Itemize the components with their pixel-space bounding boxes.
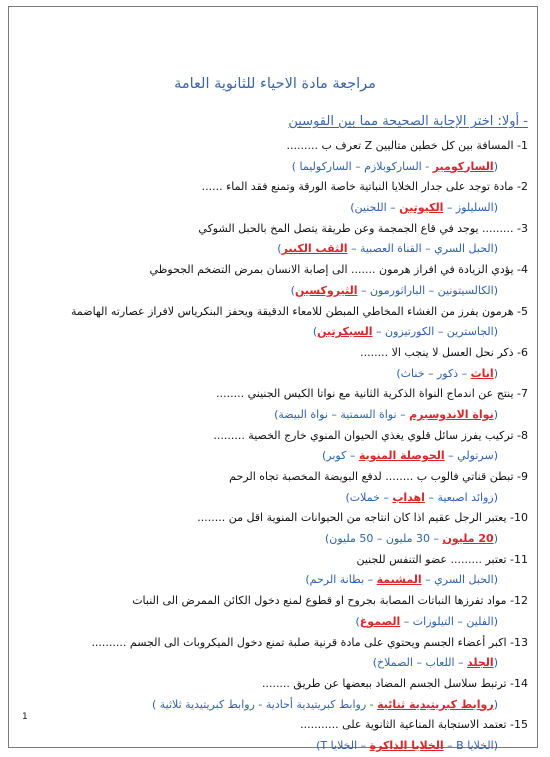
options-prefix: (الفلين – التيلوزات – (400, 614, 498, 628)
correct-answer: الصموغ (359, 614, 401, 628)
options-suffix: - روابط كبريتيدية أحادية - روابط كبريتيدية ثلاثية ) (151, 697, 378, 711)
correct-answer: الجلد (467, 656, 494, 670)
question-text: 15- تعتمد الاستجابة المناعية الثانوية على ........... (300, 718, 528, 732)
answer-options (16, 695, 528, 716)
answer-options (16, 281, 528, 302)
question-text: 2- مادة توجد على جدار الخلايا النباتية خاصة الورقة وتمنع فقد الماء ...... (201, 180, 528, 194)
question-text: 8- تركيب يفرز سائل قلوي يغذي الحيوان المنوي خارج الخصية ......... (213, 428, 528, 442)
correct-answer: 20 مليون (442, 532, 494, 546)
question-text: 7- ينتج عن اندماج النواة الذكرية الثانية مع نواتا الكيس الجنيني ........ (216, 387, 528, 401)
options-prefix: (الكالسيتونين – الباراثورمون – (357, 283, 498, 297)
correct-answer: روابط كبريتيدية ثنائية (377, 697, 494, 711)
correct-answer: الخلايا الذاكرة (369, 738, 444, 752)
question-text: 5- هرمون يفرز من الغشاء المخاطي المبطن للامعاء الدقيقة ويحفز البنكرياس لافراز عصارته الهاضمة (70, 304, 528, 318)
question-text: 9- تبطن قناتي فالوب ب ........ لدفع البويضة المخصبة تجاه الرحم (229, 470, 528, 483)
options-suffix: – كوبر) (322, 449, 359, 463)
correct-answer: الحوصلة المنوية (358, 449, 445, 463)
options-suffix: ) (355, 614, 360, 628)
options-suffix: ) (290, 283, 295, 297)
question-text: 6- ذكر نحل العسل لا ينجب الا ........ (360, 345, 528, 359)
page-number: 1 (22, 712, 28, 722)
options-prefix: (الحبل السري – القناة العصبية – (347, 242, 498, 256)
correct-answer: اهداب (392, 490, 425, 504)
options-suffix: – اللجنين) (350, 201, 400, 215)
question-text: 11- تعتبر ......... عضو التنفس للجنين (356, 552, 528, 566)
correct-answer: الكيوتين (399, 201, 444, 215)
options-prefix: ( (493, 366, 498, 380)
options-suffix: - الساركوبلازم – الساركوليما ) (291, 159, 433, 173)
question-text: 10- يعتبر الرجل عقيم اذا كان انتاجه من الحيوانات المنوية اقل من ........ (197, 511, 528, 525)
options-suffix: – نواة السمتية – نواة البيضة) (274, 407, 410, 421)
question-text: 14- ترتبط سلاسل الجسم المضاد ببعضها عن طريق ........ (261, 676, 528, 690)
options-suffix: – ذكور – خناث) (396, 366, 471, 380)
options-prefix: (الحبل السري – (421, 573, 498, 587)
answer-options (16, 612, 528, 633)
options-suffix: – خملات) (345, 490, 393, 504)
answer-options (16, 488, 528, 509)
correct-answer: الساركومير (432, 159, 494, 173)
correct-answer: نواة الاندوسبرم (409, 407, 494, 421)
section-heading: - أولا: اختر الإجابة الصحيحة مما بين القوسين (288, 114, 528, 129)
question-text: 12- مواد تفرزها النباتات المصابة بجروح او قطوع لمنع دخول الكائن الممرض الى النبات (132, 594, 528, 608)
answer-options (16, 446, 528, 467)
answer-options (16, 405, 528, 426)
options-prefix: (زوائد اصبعية – (424, 490, 498, 504)
correct-answer: اناث (470, 366, 494, 380)
document-title: مراجعة مادة الاحياء للثانوية العامة (174, 76, 376, 92)
options-prefix: ( (493, 697, 498, 711)
correct-answer: السيكرتين (317, 325, 373, 339)
options-suffix: – اللعاب – الصملاخ) (372, 656, 468, 670)
question-text: 3- ......... يوجد في قاع الجمجمة وعن طريقة يتصل المخ بالحبل الشوكي (198, 221, 528, 235)
options-prefix: ( (493, 407, 498, 421)
question-text: 1- المسافة بين كل خطين متاليين Z تعرف ب ......... (286, 139, 528, 152)
question-list (16, 136, 528, 757)
answer-options (16, 529, 528, 550)
options-prefix: (الخلايا B – (443, 738, 498, 752)
question-text: 4- يؤدي الزيادة في افراز هرمون ....... الى إصابة الانسان بمرض التضخم الجحوظي (149, 263, 528, 277)
options-suffix: ) (277, 242, 282, 256)
options-prefix: ( (493, 159, 498, 173)
answer-options (16, 157, 528, 178)
question-text: 13- اكبر أعضاء الجسم ويحتوي على مادة قرنية صلبة تمنع دخول الميكروبات الى الجسم .......... (91, 635, 528, 649)
correct-answer: المشيمة (376, 573, 422, 587)
correct-answer: الثقب الكبير (281, 242, 348, 256)
options-suffix: – 30 مليون – 50 مليون) (324, 532, 443, 546)
options-prefix: (الجاسترين – الكورتيزون – (372, 325, 498, 339)
options-prefix: (سرتولي – (444, 449, 498, 463)
options-suffix: ) (312, 325, 318, 339)
correct-answer: الثيروكسين (294, 283, 358, 297)
options-suffix: – بطانة الرحم) (305, 573, 377, 587)
options-prefix: (السليلوز – (443, 201, 498, 215)
answer-options (16, 322, 528, 343)
options-prefix: ( (493, 656, 498, 670)
answer-options (16, 239, 528, 260)
options-prefix: ( (493, 532, 498, 546)
answer-options (16, 364, 528, 385)
answer-options (16, 570, 528, 591)
answer-options (16, 653, 528, 674)
options-suffix: – الخلايا T) (316, 738, 370, 752)
answer-options (16, 198, 528, 219)
